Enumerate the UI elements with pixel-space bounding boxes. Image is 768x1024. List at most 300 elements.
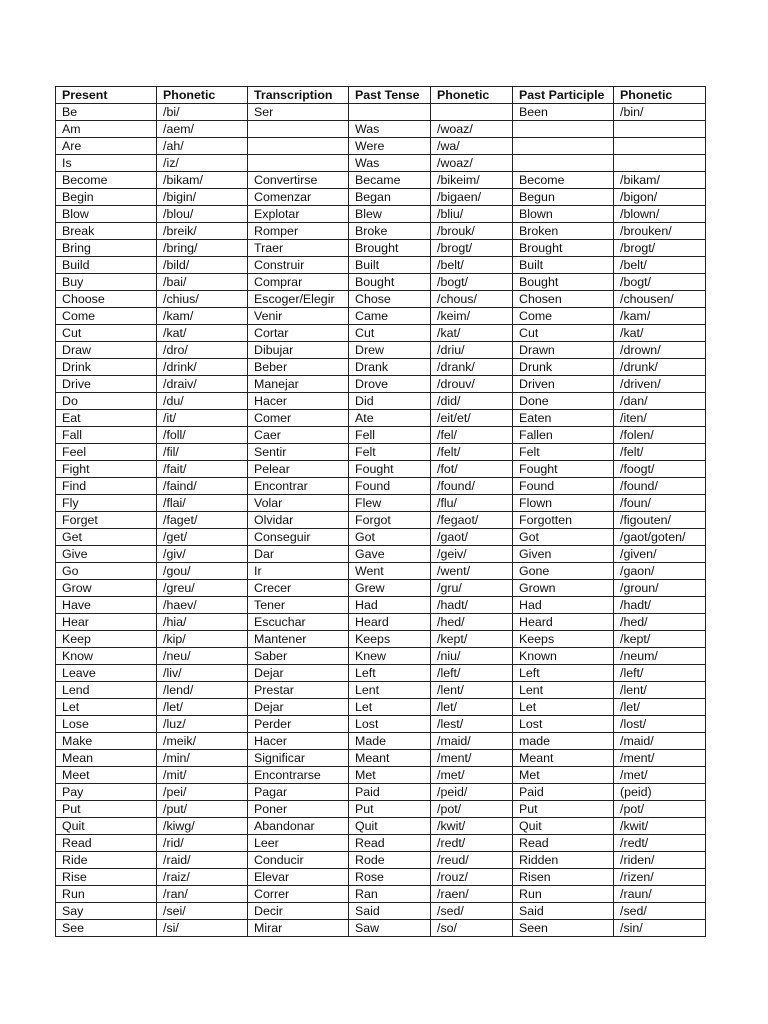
past-tense-cell: Forgot xyxy=(349,512,431,529)
table-row xyxy=(56,852,706,869)
past-tense-phonetic-cell: /brogt/ xyxy=(431,240,513,257)
past-participle-phonetic-cell: /riden/ xyxy=(614,852,706,869)
past-tense-cell: Got xyxy=(349,529,431,546)
present-phonetic-cell: /bild/ xyxy=(157,257,248,274)
present-phonetic-cell: /it/ xyxy=(157,410,248,427)
past-tense-cell: Left xyxy=(349,665,431,682)
transcription-cell: Venir xyxy=(248,308,349,325)
transcription-cell: Pagar xyxy=(248,784,349,801)
transcription-cell: Elevar xyxy=(248,869,349,886)
present-phonetic-cell: /hia/ xyxy=(157,614,248,631)
past-tense-phonetic-cell: /drank/ xyxy=(431,359,513,376)
past-participle-cell: Keeps xyxy=(513,631,614,648)
transcription-cell: Encontrarse xyxy=(248,767,349,784)
past-participle-phonetic-cell: /rizen/ xyxy=(614,869,706,886)
past-participle-cell: Met xyxy=(513,767,614,784)
past-participle-cell xyxy=(513,121,614,138)
present-cell: Pay xyxy=(56,784,157,801)
header-past-participle: Past Participle xyxy=(513,87,614,104)
table-row xyxy=(56,529,706,546)
table-row xyxy=(56,580,706,597)
present-phonetic-cell: /bigin/ xyxy=(157,189,248,206)
transcription-cell: Caer xyxy=(248,427,349,444)
present-phonetic-cell: /gou/ xyxy=(157,563,248,580)
table-row xyxy=(56,801,706,818)
transcription-cell: Poner xyxy=(248,801,349,818)
present-cell: Know xyxy=(56,648,157,665)
past-tense-cell: Came xyxy=(349,308,431,325)
past-tense-phonetic-cell: /hadt/ xyxy=(431,597,513,614)
table-row xyxy=(56,444,706,461)
past-participle-cell xyxy=(513,138,614,155)
past-participle-cell: Lost xyxy=(513,716,614,733)
table-row xyxy=(56,155,706,172)
transcription-cell: Beber xyxy=(248,359,349,376)
table-row xyxy=(56,240,706,257)
present-phonetic-cell: /iz/ xyxy=(157,155,248,172)
past-tense-phonetic-cell: /lest/ xyxy=(431,716,513,733)
past-participle-phonetic-cell: /bigon/ xyxy=(614,189,706,206)
present-cell: Drink xyxy=(56,359,157,376)
past-participle-phonetic-cell: /met/ xyxy=(614,767,706,784)
table-row xyxy=(56,308,706,325)
present-phonetic-cell: /fait/ xyxy=(157,461,248,478)
table-header-row xyxy=(56,87,706,104)
table-row xyxy=(56,189,706,206)
past-tense-cell: Built xyxy=(349,257,431,274)
header-past-tense: Past Tense xyxy=(349,87,431,104)
past-tense-cell: Quit xyxy=(349,818,431,835)
present-phonetic-cell: /dro/ xyxy=(157,342,248,359)
present-cell: Begin xyxy=(56,189,157,206)
present-cell: Have xyxy=(56,597,157,614)
past-participle-cell xyxy=(513,155,614,172)
present-cell: Find xyxy=(56,478,157,495)
past-participle-cell: Become xyxy=(513,172,614,189)
present-cell: Come xyxy=(56,308,157,325)
table-row xyxy=(56,410,706,427)
table-row xyxy=(56,257,706,274)
past-participle-cell: Lent xyxy=(513,682,614,699)
past-tense-phonetic-cell: /bigaen/ xyxy=(431,189,513,206)
past-participle-cell: made xyxy=(513,733,614,750)
table-row xyxy=(56,427,706,444)
past-participle-cell: Chosen xyxy=(513,291,614,308)
past-tense-cell: Had xyxy=(349,597,431,614)
past-participle-cell: Ridden xyxy=(513,852,614,869)
past-tense-phonetic-cell: /belt/ xyxy=(431,257,513,274)
past-tense-cell: Did xyxy=(349,393,431,410)
transcription-cell: Manejar xyxy=(248,376,349,393)
present-phonetic-cell: /haev/ xyxy=(157,597,248,614)
present-cell: Go xyxy=(56,563,157,580)
present-cell: Become xyxy=(56,172,157,189)
present-cell: Read xyxy=(56,835,157,852)
past-tense-phonetic-cell: /lent/ xyxy=(431,682,513,699)
past-tense-cell: Felt xyxy=(349,444,431,461)
past-participle-cell: Found xyxy=(513,478,614,495)
past-tense-phonetic-cell: /wa/ xyxy=(431,138,513,155)
table-row xyxy=(56,393,706,410)
past-tense-phonetic-cell: /bikeim/ xyxy=(431,172,513,189)
past-tense-phonetic-cell: /felt/ xyxy=(431,444,513,461)
past-tense-phonetic-cell: /hed/ xyxy=(431,614,513,631)
past-participle-phonetic-cell xyxy=(614,138,706,155)
past-tense-phonetic-cell: /woaz/ xyxy=(431,155,513,172)
past-participle-cell: Put xyxy=(513,801,614,818)
present-cell: Break xyxy=(56,223,157,240)
present-phonetic-cell: /si/ xyxy=(157,920,248,937)
past-participle-phonetic-cell: /pot/ xyxy=(614,801,706,818)
past-tense-cell: Said xyxy=(349,903,431,920)
past-tense-phonetic-cell: /so/ xyxy=(431,920,513,937)
past-participle-phonetic-cell: /folen/ xyxy=(614,427,706,444)
past-tense-phonetic-cell: /driu/ xyxy=(431,342,513,359)
past-participle-cell: Been xyxy=(513,104,614,121)
past-participle-phonetic-cell: /chousen/ xyxy=(614,291,706,308)
past-tense-cell: Cut xyxy=(349,325,431,342)
past-tense-cell: Grew xyxy=(349,580,431,597)
present-cell: Run xyxy=(56,886,157,903)
table-row xyxy=(56,478,706,495)
table-row xyxy=(56,274,706,291)
present-phonetic-cell: /faind/ xyxy=(157,478,248,495)
transcription-cell: Comenzar xyxy=(248,189,349,206)
past-participle-cell: Blown xyxy=(513,206,614,223)
past-tense-phonetic-cell: /woaz/ xyxy=(431,121,513,138)
transcription-cell: Conseguir xyxy=(248,529,349,546)
present-phonetic-cell: /raid/ xyxy=(157,852,248,869)
past-participle-phonetic-cell: /blown/ xyxy=(614,206,706,223)
past-tense-cell: Chose xyxy=(349,291,431,308)
past-participle-phonetic-cell: /given/ xyxy=(614,546,706,563)
past-tense-phonetic-cell: /redt/ xyxy=(431,835,513,852)
table-row xyxy=(56,750,706,767)
past-tense-cell: Fought xyxy=(349,461,431,478)
past-participle-phonetic-cell: /found/ xyxy=(614,478,706,495)
past-participle-cell: Meant xyxy=(513,750,614,767)
past-participle-cell: Begun xyxy=(513,189,614,206)
past-participle-phonetic-cell: (peid) xyxy=(614,784,706,801)
past-participle-phonetic-cell: /hed/ xyxy=(614,614,706,631)
transcription-cell: Prestar xyxy=(248,682,349,699)
past-tense-cell: Heard xyxy=(349,614,431,631)
transcription-cell: Dejar xyxy=(248,665,349,682)
past-tense-phonetic-cell: /niu/ xyxy=(431,648,513,665)
present-phonetic-cell: /kam/ xyxy=(157,308,248,325)
present-cell: Build xyxy=(56,257,157,274)
present-phonetic-cell: /aem/ xyxy=(157,121,248,138)
past-tense-phonetic-cell: /pot/ xyxy=(431,801,513,818)
past-participle-phonetic-cell: /ment/ xyxy=(614,750,706,767)
table-row xyxy=(56,682,706,699)
present-phonetic-cell: /rid/ xyxy=(157,835,248,852)
past-tense-cell: Read xyxy=(349,835,431,852)
header-transcription: Transcription xyxy=(248,87,349,104)
past-participle-cell: Built xyxy=(513,257,614,274)
past-tense-phonetic-cell: /fegaot/ xyxy=(431,512,513,529)
past-participle-cell: Eaten xyxy=(513,410,614,427)
present-phonetic-cell: /mit/ xyxy=(157,767,248,784)
past-tense-phonetic-cell xyxy=(431,104,513,121)
table-row xyxy=(56,291,706,308)
transcription-cell: Comprar xyxy=(248,274,349,291)
table-row xyxy=(56,699,706,716)
past-tense-cell: Put xyxy=(349,801,431,818)
table-row xyxy=(56,376,706,393)
past-tense-cell xyxy=(349,104,431,121)
present-cell: Lose xyxy=(56,716,157,733)
past-tense-phonetic-cell: /bliu/ xyxy=(431,206,513,223)
past-participle-phonetic-cell: /bin/ xyxy=(614,104,706,121)
past-tense-cell: Lent xyxy=(349,682,431,699)
past-participle-cell: Done xyxy=(513,393,614,410)
transcription-cell: Tener xyxy=(248,597,349,614)
transcription-cell: Ir xyxy=(248,563,349,580)
present-cell: Lend xyxy=(56,682,157,699)
past-tense-cell: Ate xyxy=(349,410,431,427)
present-cell: Eat xyxy=(56,410,157,427)
past-participle-cell: Said xyxy=(513,903,614,920)
transcription-cell: Abandonar xyxy=(248,818,349,835)
past-tense-phonetic-cell: /peid/ xyxy=(431,784,513,801)
present-cell: Be xyxy=(56,104,157,121)
present-phonetic-cell: /kiwg/ xyxy=(157,818,248,835)
irregular-verbs-table xyxy=(55,86,706,937)
present-phonetic-cell: /giv/ xyxy=(157,546,248,563)
present-cell: Forget xyxy=(56,512,157,529)
past-tense-cell: Drank xyxy=(349,359,431,376)
past-tense-phonetic-cell: /sed/ xyxy=(431,903,513,920)
present-cell: Give xyxy=(56,546,157,563)
past-participle-phonetic-cell: /let/ xyxy=(614,699,706,716)
present-cell: Mean xyxy=(56,750,157,767)
transcription-cell: Mantener xyxy=(248,631,349,648)
header-present-phonetic: Phonetic xyxy=(157,87,248,104)
present-phonetic-cell: /chius/ xyxy=(157,291,248,308)
present-phonetic-cell: /lend/ xyxy=(157,682,248,699)
transcription-cell: Pelear xyxy=(248,461,349,478)
past-participle-phonetic-cell: /redt/ xyxy=(614,835,706,852)
transcription-cell: Volar xyxy=(248,495,349,512)
past-participle-phonetic-cell: /raun/ xyxy=(614,886,706,903)
present-cell: Fly xyxy=(56,495,157,512)
past-participle-phonetic-cell: /drown/ xyxy=(614,342,706,359)
present-phonetic-cell: /foll/ xyxy=(157,427,248,444)
header-present: Present xyxy=(56,87,157,104)
past-tense-cell: Let xyxy=(349,699,431,716)
present-phonetic-cell: /neu/ xyxy=(157,648,248,665)
transcription-cell: Escuchar xyxy=(248,614,349,631)
table-row xyxy=(56,784,706,801)
past-tense-phonetic-cell: /bogt/ xyxy=(431,274,513,291)
transcription-cell: Explotar xyxy=(248,206,349,223)
past-participle-phonetic-cell: /hadt/ xyxy=(614,597,706,614)
table-row xyxy=(56,104,706,121)
table-row xyxy=(56,563,706,580)
past-participle-phonetic-cell: /bikam/ xyxy=(614,172,706,189)
present-phonetic-cell: /let/ xyxy=(157,699,248,716)
past-participle-cell: Felt xyxy=(513,444,614,461)
past-tense-phonetic-cell: /geiv/ xyxy=(431,546,513,563)
transcription-cell: Traer xyxy=(248,240,349,257)
past-participle-cell: Grown xyxy=(513,580,614,597)
table-row xyxy=(56,835,706,852)
present-phonetic-cell: /bring/ xyxy=(157,240,248,257)
past-participle-cell: Forgotten xyxy=(513,512,614,529)
past-tense-cell: Lost xyxy=(349,716,431,733)
past-tense-cell: Broke xyxy=(349,223,431,240)
past-participle-cell: Fought xyxy=(513,461,614,478)
transcription-cell: Hacer xyxy=(248,393,349,410)
past-participle-phonetic-cell: /belt/ xyxy=(614,257,706,274)
table-row xyxy=(56,920,706,937)
past-participle-cell: Known xyxy=(513,648,614,665)
table-row xyxy=(56,359,706,376)
present-phonetic-cell: /put/ xyxy=(157,801,248,818)
past-tense-phonetic-cell: /kat/ xyxy=(431,325,513,342)
past-tense-cell: Drew xyxy=(349,342,431,359)
transcription-cell: Construir xyxy=(248,257,349,274)
transcription-cell: Significar xyxy=(248,750,349,767)
transcription-cell: Decir xyxy=(248,903,349,920)
present-phonetic-cell: /du/ xyxy=(157,393,248,410)
transcription-cell: Cortar xyxy=(248,325,349,342)
past-tense-cell: Met xyxy=(349,767,431,784)
present-phonetic-cell: /greu/ xyxy=(157,580,248,597)
present-phonetic-cell: /luz/ xyxy=(157,716,248,733)
past-tense-phonetic-cell: /eit/et/ xyxy=(431,410,513,427)
past-tense-cell: Found xyxy=(349,478,431,495)
present-cell: Do xyxy=(56,393,157,410)
past-participle-cell: Come xyxy=(513,308,614,325)
past-tense-cell: Fell xyxy=(349,427,431,444)
present-phonetic-cell: /kip/ xyxy=(157,631,248,648)
past-tense-phonetic-cell: /met/ xyxy=(431,767,513,784)
present-phonetic-cell: /get/ xyxy=(157,529,248,546)
present-phonetic-cell: /ran/ xyxy=(157,886,248,903)
present-phonetic-cell: /bi/ xyxy=(157,104,248,121)
present-phonetic-cell: /pei/ xyxy=(157,784,248,801)
table-row xyxy=(56,461,706,478)
past-participle-phonetic-cell: /left/ xyxy=(614,665,706,682)
present-phonetic-cell: /fil/ xyxy=(157,444,248,461)
past-participle-cell: Had xyxy=(513,597,614,614)
present-phonetic-cell: /liv/ xyxy=(157,665,248,682)
table-row xyxy=(56,546,706,563)
past-participle-phonetic-cell: /foogt/ xyxy=(614,461,706,478)
past-tense-cell: Rode xyxy=(349,852,431,869)
past-tense-cell: Brought xyxy=(349,240,431,257)
table-row xyxy=(56,733,706,750)
present-cell: See xyxy=(56,920,157,937)
past-participle-cell: Brought xyxy=(513,240,614,257)
past-participle-phonetic-cell: /iten/ xyxy=(614,410,706,427)
past-tense-phonetic-cell: /found/ xyxy=(431,478,513,495)
past-participle-cell: Seen xyxy=(513,920,614,937)
transcription-cell: Dar xyxy=(248,546,349,563)
present-cell: Quit xyxy=(56,818,157,835)
transcription-cell: Dibujar xyxy=(248,342,349,359)
past-participle-phonetic-cell: /gaot/goten/ xyxy=(614,529,706,546)
past-tense-cell: Became xyxy=(349,172,431,189)
present-cell: Are xyxy=(56,138,157,155)
present-cell: Feel xyxy=(56,444,157,461)
transcription-cell: Correr xyxy=(248,886,349,903)
past-tense-phonetic-cell: /did/ xyxy=(431,393,513,410)
past-tense-phonetic-cell: /kept/ xyxy=(431,631,513,648)
transcription-cell: Dejar xyxy=(248,699,349,716)
past-tense-phonetic-cell: /rouz/ xyxy=(431,869,513,886)
present-phonetic-cell: /breik/ xyxy=(157,223,248,240)
past-participle-cell: Heard xyxy=(513,614,614,631)
past-participle-phonetic-cell: /kept/ xyxy=(614,631,706,648)
past-participle-phonetic-cell: /groun/ xyxy=(614,580,706,597)
present-cell: Buy xyxy=(56,274,157,291)
past-participle-phonetic-cell: /maid/ xyxy=(614,733,706,750)
past-participle-phonetic-cell: /gaon/ xyxy=(614,563,706,580)
past-participle-phonetic-cell: /sed/ xyxy=(614,903,706,920)
past-participle-cell: Fallen xyxy=(513,427,614,444)
present-phonetic-cell: /faget/ xyxy=(157,512,248,529)
past-participle-phonetic-cell xyxy=(614,121,706,138)
present-phonetic-cell: /raiz/ xyxy=(157,869,248,886)
past-tense-phonetic-cell: /gaot/ xyxy=(431,529,513,546)
past-tense-cell: Ran xyxy=(349,886,431,903)
past-tense-cell: Went xyxy=(349,563,431,580)
past-tense-phonetic-cell: /raen/ xyxy=(431,886,513,903)
present-phonetic-cell: /meik/ xyxy=(157,733,248,750)
past-participle-cell: Risen xyxy=(513,869,614,886)
present-cell: Fight xyxy=(56,461,157,478)
past-participle-phonetic-cell: /figouten/ xyxy=(614,512,706,529)
past-tense-cell: Drove xyxy=(349,376,431,393)
past-tense-cell: Was xyxy=(349,155,431,172)
transcription-cell: Hacer xyxy=(248,733,349,750)
past-tense-phonetic-cell: /flu/ xyxy=(431,495,513,512)
past-tense-cell: Flew xyxy=(349,495,431,512)
past-tense-cell: Rose xyxy=(349,869,431,886)
present-cell: Keep xyxy=(56,631,157,648)
past-participle-cell: Broken xyxy=(513,223,614,240)
past-tense-phonetic-cell: /kwit/ xyxy=(431,818,513,835)
past-tense-cell: Blew xyxy=(349,206,431,223)
past-participle-cell: Driven xyxy=(513,376,614,393)
table-row xyxy=(56,665,706,682)
past-tense-phonetic-cell: /left/ xyxy=(431,665,513,682)
present-cell: Fall xyxy=(56,427,157,444)
table-body xyxy=(56,104,706,937)
transcription-cell: Conducir xyxy=(248,852,349,869)
past-participle-cell: Drawn xyxy=(513,342,614,359)
table-row xyxy=(56,818,706,835)
past-tense-phonetic-cell: /fel/ xyxy=(431,427,513,444)
present-phonetic-cell: /bikam/ xyxy=(157,172,248,189)
present-cell: Hear xyxy=(56,614,157,631)
past-participle-cell: Quit xyxy=(513,818,614,835)
present-phonetic-cell: /kat/ xyxy=(157,325,248,342)
present-cell: Am xyxy=(56,121,157,138)
present-phonetic-cell: /flai/ xyxy=(157,495,248,512)
past-tense-cell: Made xyxy=(349,733,431,750)
present-phonetic-cell: /drink/ xyxy=(157,359,248,376)
past-tense-cell: Paid xyxy=(349,784,431,801)
past-participle-cell: Let xyxy=(513,699,614,716)
table-row xyxy=(56,495,706,512)
present-cell: Ride xyxy=(56,852,157,869)
present-cell: Blow xyxy=(56,206,157,223)
table-row xyxy=(56,206,706,223)
